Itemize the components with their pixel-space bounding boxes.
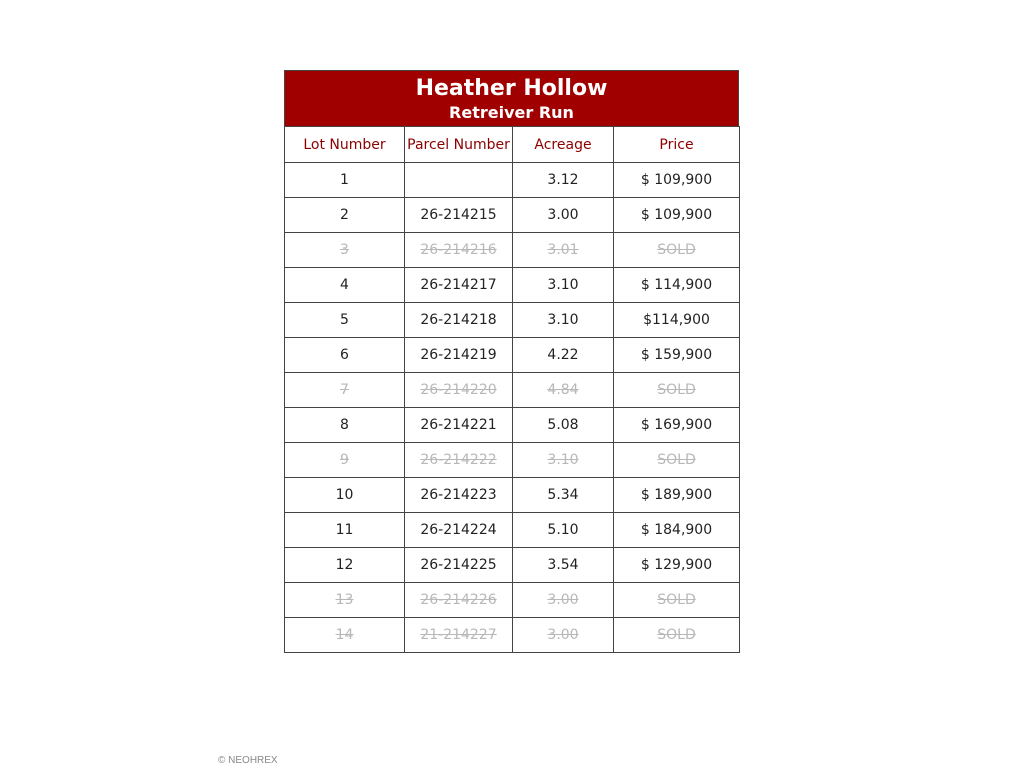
parcel-number-cell: 26-214226 [405,583,513,618]
table-row [285,233,740,268]
parcel-number-cell: 26-214222 [405,443,513,478]
lot-number-cell: 12 [285,548,405,583]
table-row [285,163,740,198]
table-row [285,198,740,233]
page-subtitle: Retreiver Run [449,103,574,122]
lot-number-cell: 7 [285,373,405,408]
acreage-cell: 3.10 [513,303,614,338]
table-row [285,443,740,478]
parcel-number-cell: 26-214218 [405,303,513,338]
acreage-cell: 4.22 [513,338,614,373]
parcel-number-cell [405,163,513,198]
table-header-row [285,127,740,163]
price-cell: SOLD [614,443,740,478]
price-cell: SOLD [614,618,740,653]
acreage-cell: 3.10 [513,268,614,303]
price-cell: SOLD [614,373,740,408]
acreage-cell: 3.00 [513,618,614,653]
price-cell: SOLD [614,233,740,268]
parcel-number-cell: 21-214227 [405,618,513,653]
lot-number-cell: 14 [285,618,405,653]
parcel-number-cell: 26-214215 [405,198,513,233]
table-row [285,338,740,373]
table-row [285,303,740,338]
table-row [285,618,740,653]
watermark: © NEOHREX [218,755,278,766]
price-cell: SOLD [614,583,740,618]
lot-number-cell: 6 [285,338,405,373]
lot-number-cell: 2 [285,198,405,233]
table-row [285,408,740,443]
parcel-number-cell: 26-214220 [405,373,513,408]
page-title: Heather Hollow [415,76,608,101]
lot-number-cell: 8 [285,408,405,443]
lot-number-cell: 1 [285,163,405,198]
table-row [285,548,740,583]
column-header-lot-number: Lot Number [285,127,405,163]
parcel-number-cell: 26-214224 [405,513,513,548]
acreage-cell: 4.84 [513,373,614,408]
price-cell: $ 109,900 [614,198,740,233]
acreage-cell: 3.00 [513,583,614,618]
acreage-cell: 3.00 [513,198,614,233]
column-header-acreage: Acreage [513,127,614,163]
table-row [285,583,740,618]
price-cell: $ 184,900 [614,513,740,548]
price-cell: $ 189,900 [614,478,740,513]
lots-table-body [285,163,740,653]
lot-price-sheet [284,70,739,653]
acreage-cell: 3.01 [513,233,614,268]
parcel-number-cell: 26-214223 [405,478,513,513]
parcel-number-cell: 26-214217 [405,268,513,303]
lot-number-cell: 3 [285,233,405,268]
acreage-cell: 5.08 [513,408,614,443]
acreage-cell: 3.54 [513,548,614,583]
lot-number-cell: 13 [285,583,405,618]
column-header-parcel-number: Parcel Number [405,127,513,163]
table-row [285,373,740,408]
lot-number-cell: 9 [285,443,405,478]
price-cell: $ 109,900 [614,163,740,198]
price-cell: $ 129,900 [614,548,740,583]
parcel-number-cell: 26-214225 [405,548,513,583]
lot-number-cell: 11 [285,513,405,548]
price-cell: $114,900 [614,303,740,338]
parcel-number-cell: 26-214216 [405,233,513,268]
table-row [285,478,740,513]
table-row [285,268,740,303]
column-header-price: Price [614,127,740,163]
price-cell: $ 114,900 [614,268,740,303]
parcel-number-cell: 26-214221 [405,408,513,443]
title-banner [284,70,739,126]
lot-number-cell: 4 [285,268,405,303]
acreage-cell: 5.34 [513,478,614,513]
acreage-cell: 3.12 [513,163,614,198]
lots-table [284,126,740,653]
acreage-cell: 5.10 [513,513,614,548]
acreage-cell: 3.10 [513,443,614,478]
price-cell: $ 169,900 [614,408,740,443]
lot-number-cell: 10 [285,478,405,513]
price-cell: $ 159,900 [614,338,740,373]
lot-number-cell: 5 [285,303,405,338]
parcel-number-cell: 26-214219 [405,338,513,373]
table-row [285,513,740,548]
